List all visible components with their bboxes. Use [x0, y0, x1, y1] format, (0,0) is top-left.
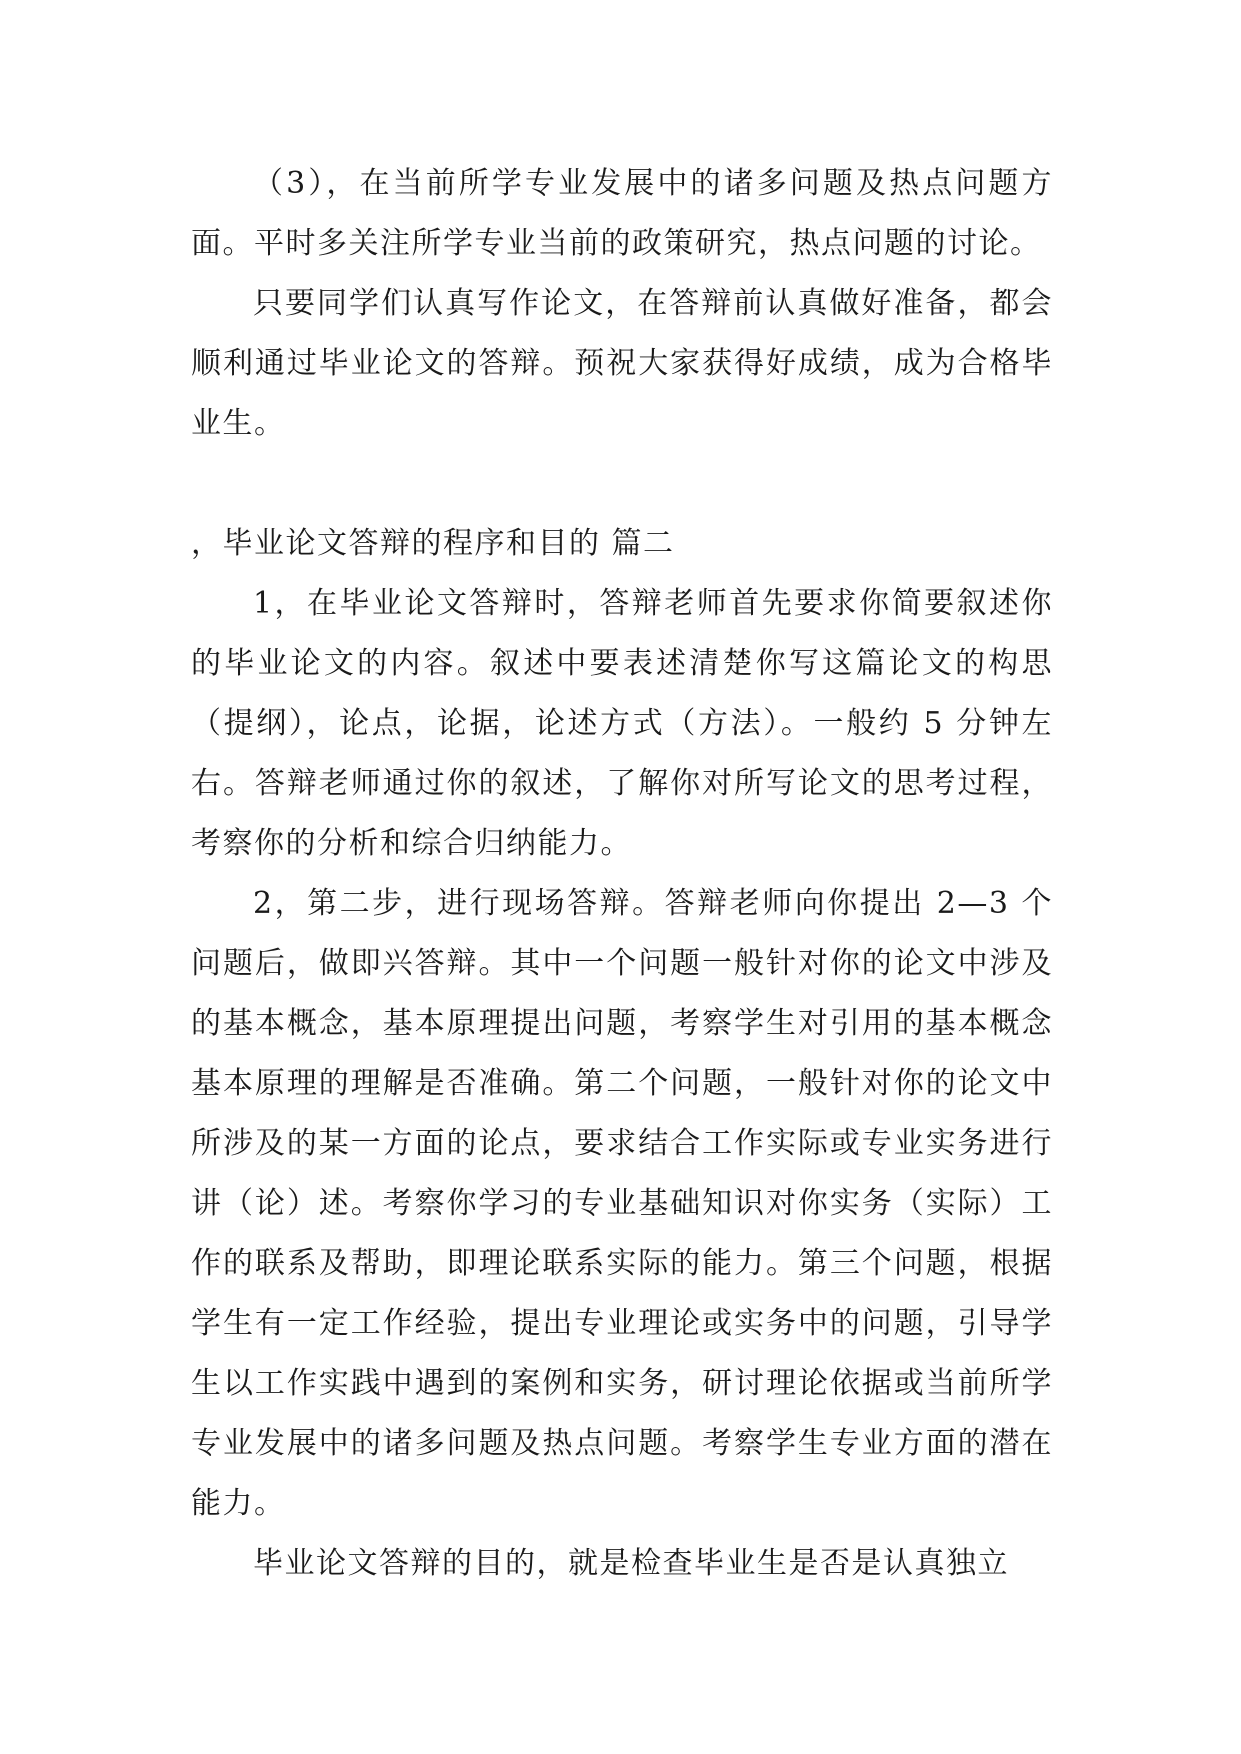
paragraph-step-2: 2，第二步，进行现场答辩。答辩老师向你提出 2—3 个问题后，做即兴答辩。其中一个问题一般针对你的论文中涉及的基本概念，基本原理提出问题，考察学生对引用的基本概念基本原理的理解是否准确。第二个问题，一般针对你的论文中所涉及的某一方面的论点，要求结合工作实际或专业实务进行讲（论）述。考察你学习的专业基础知识对你实务（实际）工作的联系及帮助，即理论联系实际的能力。第三个问题，根据学生有一定工作经验，提出专业理论或实务中的问题，引导学生以工作实践中遇到的案例和实务，研讨理论依据或当前所学专业发展中的诸多问题及热点问题。考察学生专业方面的潜在能力。	[191, 886, 1053, 1521]
paragraph-step-1: 1，在毕业论文答辩时，答辩老师首先要求你简要叙述你的毕业论文的内容。叙述中要表述清楚你写这篇论文的构思（提纲），论点，论据，论述方式（方法）。一般约 5 分钟左右。答辩老师通过你的叙述，了解你对所写论文的思考过程，考察你的分析和综合归纳能力。	[191, 586, 1053, 861]
paragraph-purpose: 毕业论文答辩的目的，就是检查毕业生是否是认真独立	[253, 1546, 1009, 1581]
section-heading: ，毕业论文答辩的程序和目的 篇二	[191, 526, 675, 561]
document-body	[191, 154, 1053, 1594]
paragraph-point-3: （3），在当前所学专业发展中的诸多问题及热点问题方面。平时多关注所学专业当前的政策研究，热点问题的讨论。	[191, 166, 1053, 261]
paragraph-closing: 只要同学们认真写作论文，在答辩前认真做好准备，都会顺利通过毕业论文的答辩。预祝大家获得好成绩，成为合格毕业生。	[191, 286, 1053, 441]
